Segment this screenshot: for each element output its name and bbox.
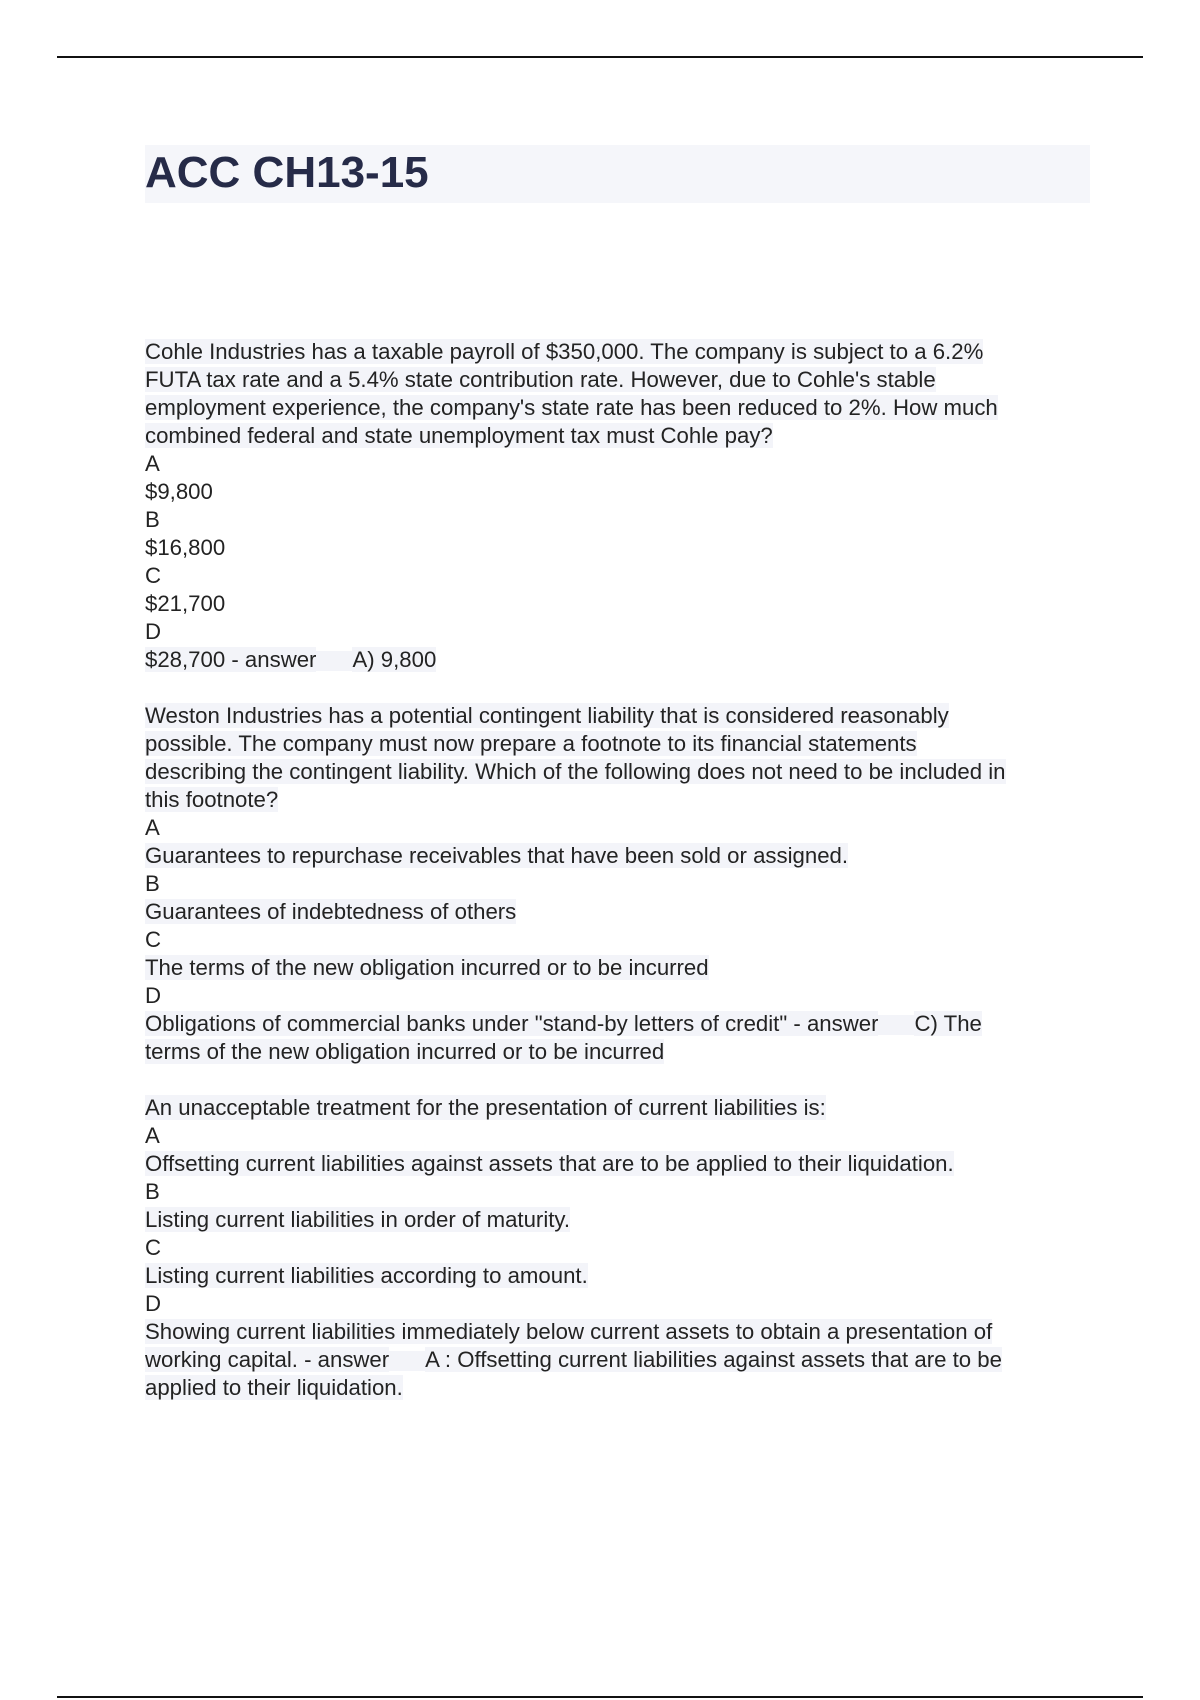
option-letter: B — [145, 871, 160, 896]
question-text-line: combined federal and state unemployment tax must Cohle pay? — [145, 423, 773, 448]
answer-gap — [389, 1351, 425, 1371]
option-letter: B — [145, 1179, 160, 1204]
question-text-line: FUTA tax rate and a 5.4% state contribution rate. However, due to Cohle's stable — [145, 367, 936, 392]
answer-text: applied to their liquidation. — [145, 1375, 403, 1400]
answer-text: A : Offsetting current liabilities against assets that are to be — [425, 1347, 1002, 1372]
option-text: $9,800 — [145, 479, 213, 504]
top-rule — [57, 56, 1143, 58]
option-text-line — [145, 1206, 1090, 1234]
option-letter: D — [145, 619, 162, 644]
question-block — [145, 702, 1090, 1066]
option-letter: A — [145, 1123, 160, 1148]
option-with-answer-line — [145, 1346, 1090, 1374]
option-text: Showing current liabilities immediately below current assets to obtain a presentation of — [145, 1319, 993, 1344]
option-letter: D — [145, 983, 162, 1008]
answer-continuation-line — [145, 1038, 1090, 1066]
option-text: Listing current liabilities according to amount. — [145, 1263, 588, 1288]
option-letter: C — [145, 1235, 162, 1260]
option-text: working capital. - answer — [145, 1347, 390, 1372]
question-text-line: this footnote? — [145, 787, 279, 812]
question-block — [145, 1094, 1090, 1402]
option-text: Guarantees of indebtedness of others — [145, 899, 517, 924]
option-letter: D — [145, 1291, 162, 1316]
answer-text: C) The — [914, 1011, 982, 1036]
option-with-answer-line — [145, 646, 1090, 674]
document-title: ACC CH13-15 — [145, 148, 429, 197]
option-text: The terms of the new obligation incurred or to be incurred — [145, 955, 709, 980]
option-letter: A — [145, 815, 160, 840]
option-text-line — [145, 1318, 1090, 1346]
answer-continuation-line — [145, 1374, 1090, 1402]
question-text-line: Weston Industries has a potential contingent liability that is considered reasonably — [145, 703, 949, 728]
option-text-line — [145, 1262, 1090, 1290]
document-body — [145, 338, 1090, 1402]
answer-gap — [878, 1015, 914, 1035]
option-text: Listing current liabilities in order of maturity. — [145, 1207, 571, 1232]
option-text-line — [145, 898, 1090, 926]
option-text: $28,700 - answer — [145, 647, 317, 672]
option-text: $21,700 — [145, 591, 226, 616]
option-letter: C — [145, 927, 162, 952]
option-text-line — [145, 1150, 1090, 1178]
question-block — [145, 338, 1090, 674]
bottom-rule — [57, 1696, 1143, 1698]
answer-gap — [316, 651, 352, 671]
answer-text: A) 9,800 — [352, 647, 437, 672]
option-text-line — [145, 842, 1090, 870]
option-with-answer-line — [145, 1010, 1090, 1038]
option-text-line — [145, 954, 1090, 982]
question-text-line: An unacceptable treatment for the presentation of current liabilities is: — [145, 1095, 826, 1120]
option-text: Offsetting current liabilities against assets that are to be applied to their liquidation. — [145, 1151, 954, 1176]
option-text: Obligations of commercial banks under "stand-by letters of credit" - answer — [145, 1011, 879, 1036]
option-letter: B — [145, 507, 160, 532]
option-letter: C — [145, 563, 162, 588]
option-letter: A — [145, 451, 160, 476]
question-text-line: Cohle Industries has a taxable payroll of $350,000. The company is subject to a 6.2% — [145, 339, 984, 364]
question-text-line: possible. The company must now prepare a footnote to its financial statements — [145, 731, 917, 756]
option-text: Guarantees to repurchase receivables that have been sold or assigned. — [145, 843, 849, 868]
option-text: $16,800 — [145, 535, 226, 560]
answer-text: terms of the new obligation incurred or to be incurred — [145, 1039, 665, 1064]
question-text-line: employment experience, the company's state rate has been reduced to 2%. How much — [145, 395, 998, 420]
question-text-line: describing the contingent liability. Which of the following does not need to be included in — [145, 759, 1006, 784]
